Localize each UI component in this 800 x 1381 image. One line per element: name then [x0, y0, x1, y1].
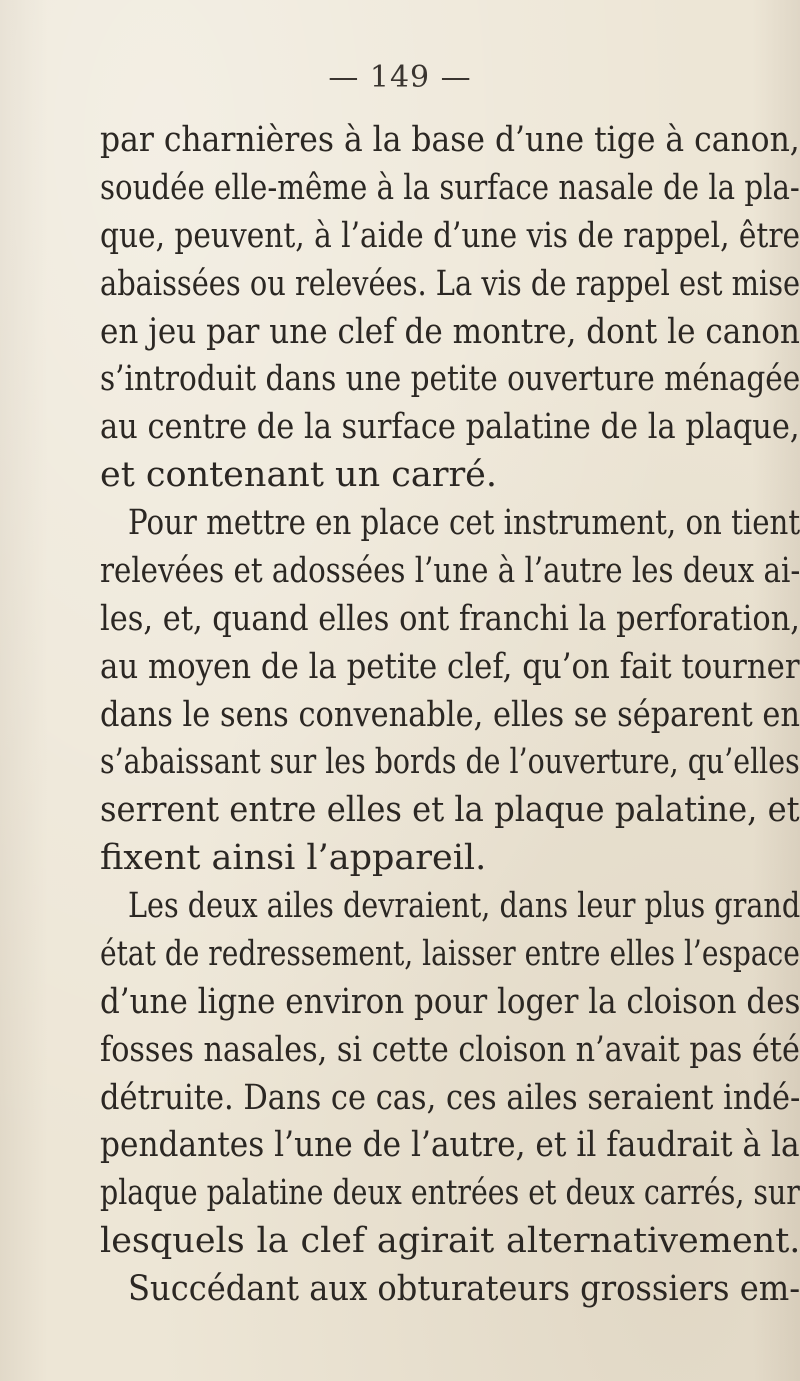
text-line: par charnières à la base d’une tige à canon,	[100, 120, 800, 160]
text-line: les, et, quand elles ont franchi la perforation,	[100, 599, 800, 639]
text-line: lesquels la clef agirait alternativement.	[100, 1221, 800, 1261]
text-line: que, peuvent, à l’aide d’une vis de rappel, être	[100, 216, 800, 256]
text-line: état de redressement, laisser entre elles l’espace	[100, 934, 800, 974]
text-line: abaissées ou relevées. La vis de rappel est mise	[100, 264, 800, 304]
text-line: serrent entre elles et la plaque palatine, et	[100, 790, 800, 830]
text-line: plaque palatine deux entrées et deux carrés, sur	[100, 1173, 800, 1213]
text-line: relevées et adossées l’une à l’autre les deux ai-	[100, 551, 800, 591]
text-line: en jeu par une clef de montre, dont le canon	[100, 312, 800, 352]
paragraph-first-line: Pour mettre en place cet instrument, on tient	[128, 503, 800, 543]
text-line: pendantes l’une de l’autre, et il faudrait à la	[100, 1125, 800, 1165]
text-line: d’une ligne environ pour loger la cloison des	[100, 982, 800, 1022]
text-line: dans le sens convenable, elles se séparent en	[100, 695, 800, 735]
text-line: soudée elle-même à la surface nasale de la pla-	[100, 168, 800, 208]
text-line: s’introduit dans une petite ouverture ménagée	[100, 359, 800, 399]
text-line: au centre de la surface palatine de la plaque,	[100, 407, 800, 447]
text-line: s’abaissant sur les bords de l’ouverture, qu’elles	[100, 742, 800, 782]
text-line: fosses nasales, si cette cloison n’avait pas été	[100, 1030, 800, 1070]
paragraph-first-line: Succédant aux obturateurs grossiers em-	[128, 1269, 800, 1309]
text-line: et contenant un carré.	[100, 455, 498, 495]
text-line: détruite. Dans ce cas, ces ailes seraient indé-	[100, 1078, 800, 1118]
text-line: fixent ainsi l’appareil.	[100, 838, 487, 878]
paragraph-first-line: Les deux ailes devraient, dans leur plus grand	[128, 886, 800, 926]
page-number: — 149 —	[328, 60, 472, 95]
text-line: au moyen de la petite clef, qu’on fait tourner	[100, 647, 800, 687]
